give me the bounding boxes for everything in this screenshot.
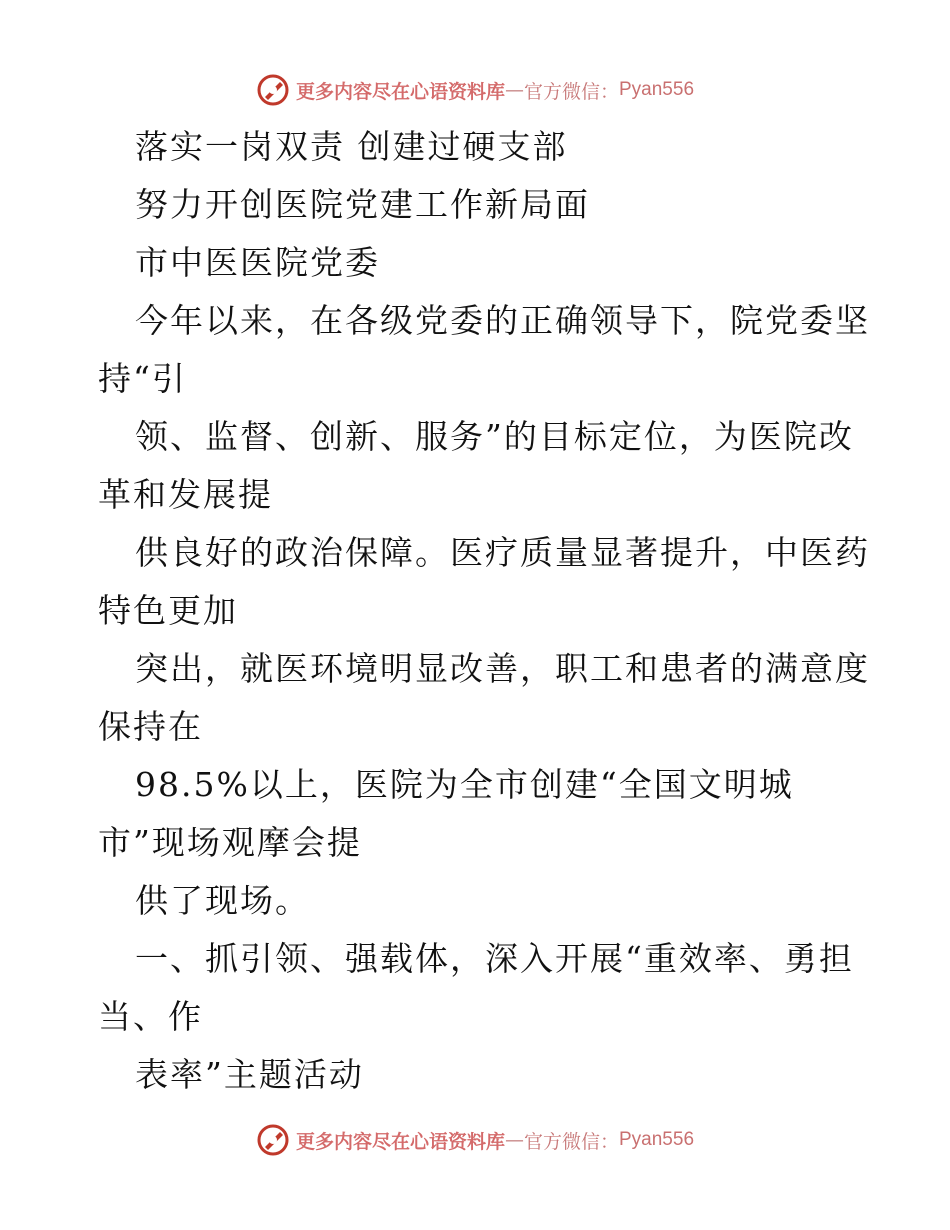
paragraph-line: 今年以来，在各级党委的正确领导下，院党委坚	[135, 301, 870, 340]
document-body	[98, 118, 868, 1104]
paragraph-line: 供了现场。	[135, 881, 310, 920]
logo-icon	[256, 1123, 290, 1157]
section-heading: 一、抓引领、强载体，深入开展“重效率、勇担	[135, 939, 854, 978]
paragraph-line: 市”现场观摩会提	[98, 823, 362, 862]
watermark-wechat-id: Pyan556	[619, 79, 695, 100]
watermark-main-text: 更多内容尽在心语资料库	[295, 1130, 505, 1153]
watermark-official-label: 官方微信：	[523, 1130, 619, 1153]
watermark-dash: —	[504, 79, 524, 101]
paragraph-line: 革和发展提	[98, 475, 273, 514]
watermark-wechat-id: Pyan556	[619, 1129, 695, 1150]
document-title: 落实一岗双责 创建过硬支部	[135, 127, 568, 166]
paragraph-line: 领、监督、创新、服务”的目标定位，为医院改	[135, 417, 854, 456]
watermark-main-text: 更多内容尽在心语资料库	[295, 80, 505, 103]
document-subtitle: 努力开创医院党建工作新局面	[135, 185, 590, 224]
logo-icon	[256, 73, 290, 107]
paragraph-line: 保持在	[98, 707, 203, 746]
section-heading-line: 当、作	[98, 997, 203, 1036]
paragraph-line: 98.5%以上，医院为全市创建“全国文明城	[135, 765, 794, 804]
watermark-dash: —	[504, 1129, 524, 1151]
watermark-official-label: 官方微信：	[523, 80, 619, 103]
paragraph-line: 供良好的政治保障。医疗质量显著提升，中医药	[135, 533, 870, 572]
document-author: 市中医医院党委	[135, 243, 380, 282]
paragraph-line: 持“引	[98, 359, 187, 398]
section-heading-line: 表率”主题活动	[135, 1055, 364, 1094]
footer-watermark	[0, 1120, 950, 1160]
header-watermark	[0, 70, 950, 110]
paragraph-line: 特色更加	[98, 591, 238, 630]
paragraph-line: 突出，就医环境明显改善，职工和患者的满意度	[135, 649, 870, 688]
